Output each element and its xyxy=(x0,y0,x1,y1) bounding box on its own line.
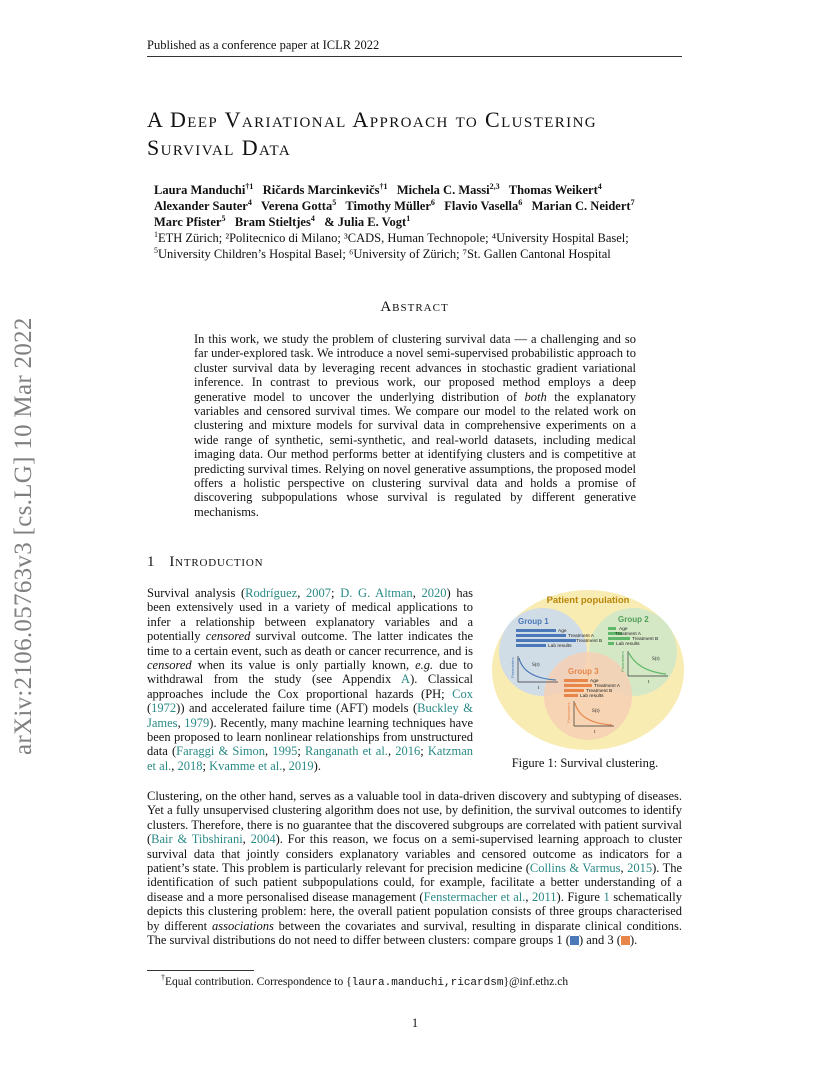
header-rule xyxy=(147,56,682,57)
bar-age xyxy=(608,627,616,630)
feature-label: Lab results xyxy=(548,644,572,649)
author: Timothy Müller xyxy=(345,199,431,213)
bar-treatment-b xyxy=(564,689,584,692)
feature-label: Treatment A xyxy=(594,684,620,689)
affiliations-line-1 xyxy=(154,230,694,246)
population-label: Patient population xyxy=(546,595,630,606)
bar-lab xyxy=(608,642,614,645)
group3-color-square xyxy=(621,936,630,945)
feature-label: Treatment A xyxy=(615,632,641,637)
abstract-heading: Abstract xyxy=(380,299,449,315)
page-number: 1 xyxy=(411,1016,419,1030)
bar-lab xyxy=(516,644,546,647)
footnote-text: Equal contribution. Correspondence to { xyxy=(165,976,352,988)
feature-label: Lab results xyxy=(580,694,604,699)
email-addresses[interactable]: laura.manduchi,ricardsm xyxy=(351,977,504,989)
axis-label: Parameters xyxy=(620,651,625,672)
bar-treatment-a xyxy=(516,634,566,637)
citation-link[interactable]: Kvamme et al. xyxy=(209,758,283,773)
footnote xyxy=(161,973,569,989)
citation-link[interactable]: 2011 xyxy=(532,889,557,904)
intro-paragraph: Survival analysis (Rodríguez, 2007; D. G. Altman, 2020) has been extensively used in a variety of medical applications to infer a relationship between explanatory variables and a potentially censored survival outcome. The latter indicates the time to a certain event, such as death or cancer recurrence, and is censored when its value is only partially known, e.g. due to withdrawal from the study (see Appendix A). Classical approaches include the Cox proportional hazards (PH; Cox (1972)) and accelerated failure time (AFT) models (Buckley & James, 1979). Recently, many machine learning techniques have been proposed to learn nonlinear relationships from unstructured data (Faraggi & Simon, 1995; Ranganath et al., 2016; Katzman et al., 2018; Kvamme et al., 2019). xyxy=(147,586,474,773)
feature-label: Treatment B xyxy=(586,689,613,694)
citation-link[interactable]: 2004 xyxy=(250,832,276,847)
group1-color-square xyxy=(570,936,579,945)
axis-label: t xyxy=(594,730,596,735)
author-sup: 5 xyxy=(221,213,226,223)
citation-link[interactable]: Katzman et al. xyxy=(147,744,473,773)
bar-treatment-b xyxy=(516,639,576,642)
author-sup: 5 xyxy=(332,197,337,207)
affiliations xyxy=(154,230,694,262)
appendix-link[interactable]: A xyxy=(401,672,411,687)
section-heading xyxy=(147,554,263,571)
survival-label: S(t) xyxy=(652,657,660,662)
group3-label: Group 3 xyxy=(568,667,599,676)
citation-link[interactable]: Fenstermacher et al. xyxy=(423,889,526,904)
survival-clustering-figure xyxy=(488,586,688,751)
abstract-text: the explanatory variables and censored survival times. We compare our model to the related work on clustering and mixture models for survival data in comprehensive experiments on a wide range of synthetic, semi-synthetic, and real-world datasets, including medical imaging data. Our method performs better at identifying clusters and is competitive at predicting survival times. Relying on novel generative assumptions, the proposed model offers a holistic perspective on clustering survival data and holds a promise of discovering subpopulations whose survival is regulated by different generative mechanisms. xyxy=(194,389,636,519)
footnote-text: }@inf.ethz.ch xyxy=(503,976,569,988)
author: Marian C. Neidert xyxy=(531,199,631,213)
footnote-mark: † xyxy=(161,973,165,983)
feature-label: Treatment B xyxy=(576,639,603,644)
affil-text: ETH Zürich; ²Politecnico di Milano; ³CADS, Human Technopole; ⁴University Hospital Basel; xyxy=(158,231,629,245)
author: Marc Pfister xyxy=(154,215,222,229)
citation-link[interactable]: 1995 xyxy=(272,744,298,759)
author-sup: 4 xyxy=(597,181,602,191)
running-header: Published as a conference paper at ICLR 2022 xyxy=(147,38,380,52)
author: Ričards Marcinkevičs xyxy=(262,183,380,197)
survival-label: S(t) xyxy=(592,709,600,714)
citation-link[interactable]: 2016 xyxy=(395,744,421,759)
citation-link[interactable]: Buckley & James xyxy=(147,701,473,730)
author-sup: 6 xyxy=(430,197,435,207)
axis-label: Parameters xyxy=(510,657,515,678)
citation-link[interactable]: Ranganath et al. xyxy=(304,744,388,759)
citation-link[interactable]: Faraggi & Simon xyxy=(176,744,266,759)
author-sup: 6 xyxy=(518,197,523,207)
author: Verena Gotta xyxy=(261,199,333,213)
author: Thomas Weikert xyxy=(508,183,598,197)
abstract-body xyxy=(194,332,636,519)
citation-link[interactable]: D. G. Altman xyxy=(340,586,413,600)
abstract-text: In this work, we study the problem of clustering survival data — a challenging and so far under-explored task. We introduce a novel semi-supervised probabilistic approach to cluster survival data by leveraging recent advances in stochastic gradient variational inference. In contrast to previous work, our proposed method employs a deep generative model to uncover the underlying distribution of xyxy=(194,332,636,404)
feature-label: Treatment A xyxy=(568,634,594,639)
section-number: 1 xyxy=(147,554,156,570)
author: Michela C. Massi xyxy=(396,183,490,197)
author-sup: 1 xyxy=(406,213,411,223)
affiliations-line-2 xyxy=(154,246,694,262)
citation-link[interactable]: Bair & Tibshirani xyxy=(151,832,243,847)
author: & Julia E. Vogt xyxy=(324,215,407,229)
author-sup: 2,3 xyxy=(489,181,500,191)
citation-link[interactable]: Cox xyxy=(452,686,473,701)
citation-link[interactable]: Rodríguez xyxy=(245,586,298,600)
figure-link[interactable]: 1 xyxy=(603,889,610,904)
figure-caption: Figure 1: Survival clustering. xyxy=(511,756,659,770)
author-sup: †1 xyxy=(379,181,388,191)
feature-label: Age xyxy=(619,627,628,632)
bar-treatment-a xyxy=(564,684,592,687)
survival-label: S(t) xyxy=(532,663,540,668)
bar-lab xyxy=(564,694,578,697)
affil-sup: 1 xyxy=(154,229,158,239)
author-sup: 4 xyxy=(247,197,252,207)
paper-title xyxy=(147,106,597,162)
author: Alexander Sauter xyxy=(154,199,248,213)
author-sup: 4 xyxy=(310,213,315,223)
arxiv-stamp: arXiv:2106.05763v3 [cs.LG] 10 Mar 2022 xyxy=(10,317,37,755)
clustering-paragraph: Clustering, on the other hand, serves as a valuable tool in data-driven discovery and subtyping of diseases. Yet a fully unsupervised clustering algorithm does not use, by definition, the survival outcomes to identify clusters. Therefore, there is no guarantee that the discovered subgroups are correlated with patient survival (Bair & Tibshirani, 2004). For this reason, we focus on a semi-supervised learning approach to cluster survival data that jointly considers explanatory variables and censored outcome as indicators for a patient’s state. This problem is particularly relevant for precision medicine (Collins & Varmus, 2015). The identification of such patient subpopulations could, for example, facilitate a better understanding of a disease and a more personalised disease management (Fenstermacher et al., 2011). Figure 1 schematically depicts this clustering problem: here, the overall patient population consists of three groups characterised by different associations between the covariates and survival, resulting in disparate clinical conditions. The survival distributions do not need to differ between clusters: compare groups 1 ( ) and 3 ( ). xyxy=(147,789,683,948)
feature-label: Lab results xyxy=(616,642,640,647)
axis-label: t xyxy=(538,686,540,691)
group2-label: Group 2 xyxy=(618,615,649,624)
citation-link[interactable]: 1979 xyxy=(184,715,210,730)
citation-link[interactable]: 1972 xyxy=(151,701,177,716)
axis-label: Parameters xyxy=(566,702,571,723)
feature-label: Treatment B xyxy=(632,637,659,642)
author: Bram Stieltjes xyxy=(234,215,311,229)
bar-age xyxy=(564,679,588,682)
title-line-1: A Deep Variational Approach to Clustering xyxy=(147,107,598,132)
feature-label: Age xyxy=(590,679,599,684)
citation-link[interactable]: 2020 xyxy=(421,586,447,600)
citation-link[interactable]: 2018 xyxy=(177,758,203,773)
bar-age xyxy=(516,629,556,632)
citation-link[interactable]: 2015 xyxy=(627,861,653,876)
feature-label: Age xyxy=(558,629,567,634)
footnote-rule xyxy=(147,970,254,971)
affil-text: University Children’s Hospital Basel; ⁶University of Zürich; ⁷St. Gallen Cantonal Hospital xyxy=(158,247,611,261)
bar-treatment-b xyxy=(608,637,630,640)
affil-sup: 5 xyxy=(154,245,158,255)
author-sup: †1 xyxy=(245,181,254,191)
author: Flavio Vasella xyxy=(444,199,519,213)
citation-link[interactable]: Collins & Varmus xyxy=(529,861,621,876)
abstract-emphasis: both xyxy=(524,389,547,404)
section-title: Introduction xyxy=(169,554,264,570)
title-line-2: Survival Data xyxy=(147,135,292,160)
author-list xyxy=(154,182,694,230)
author: Laura Manduchi xyxy=(154,183,246,197)
group1-label: Group 1 xyxy=(518,617,549,626)
author-sup: 7 xyxy=(630,197,635,207)
citation-link[interactable]: 2019 xyxy=(288,758,314,773)
axis-label: t xyxy=(648,680,650,685)
citation-link[interactable]: 2007 xyxy=(306,586,332,600)
